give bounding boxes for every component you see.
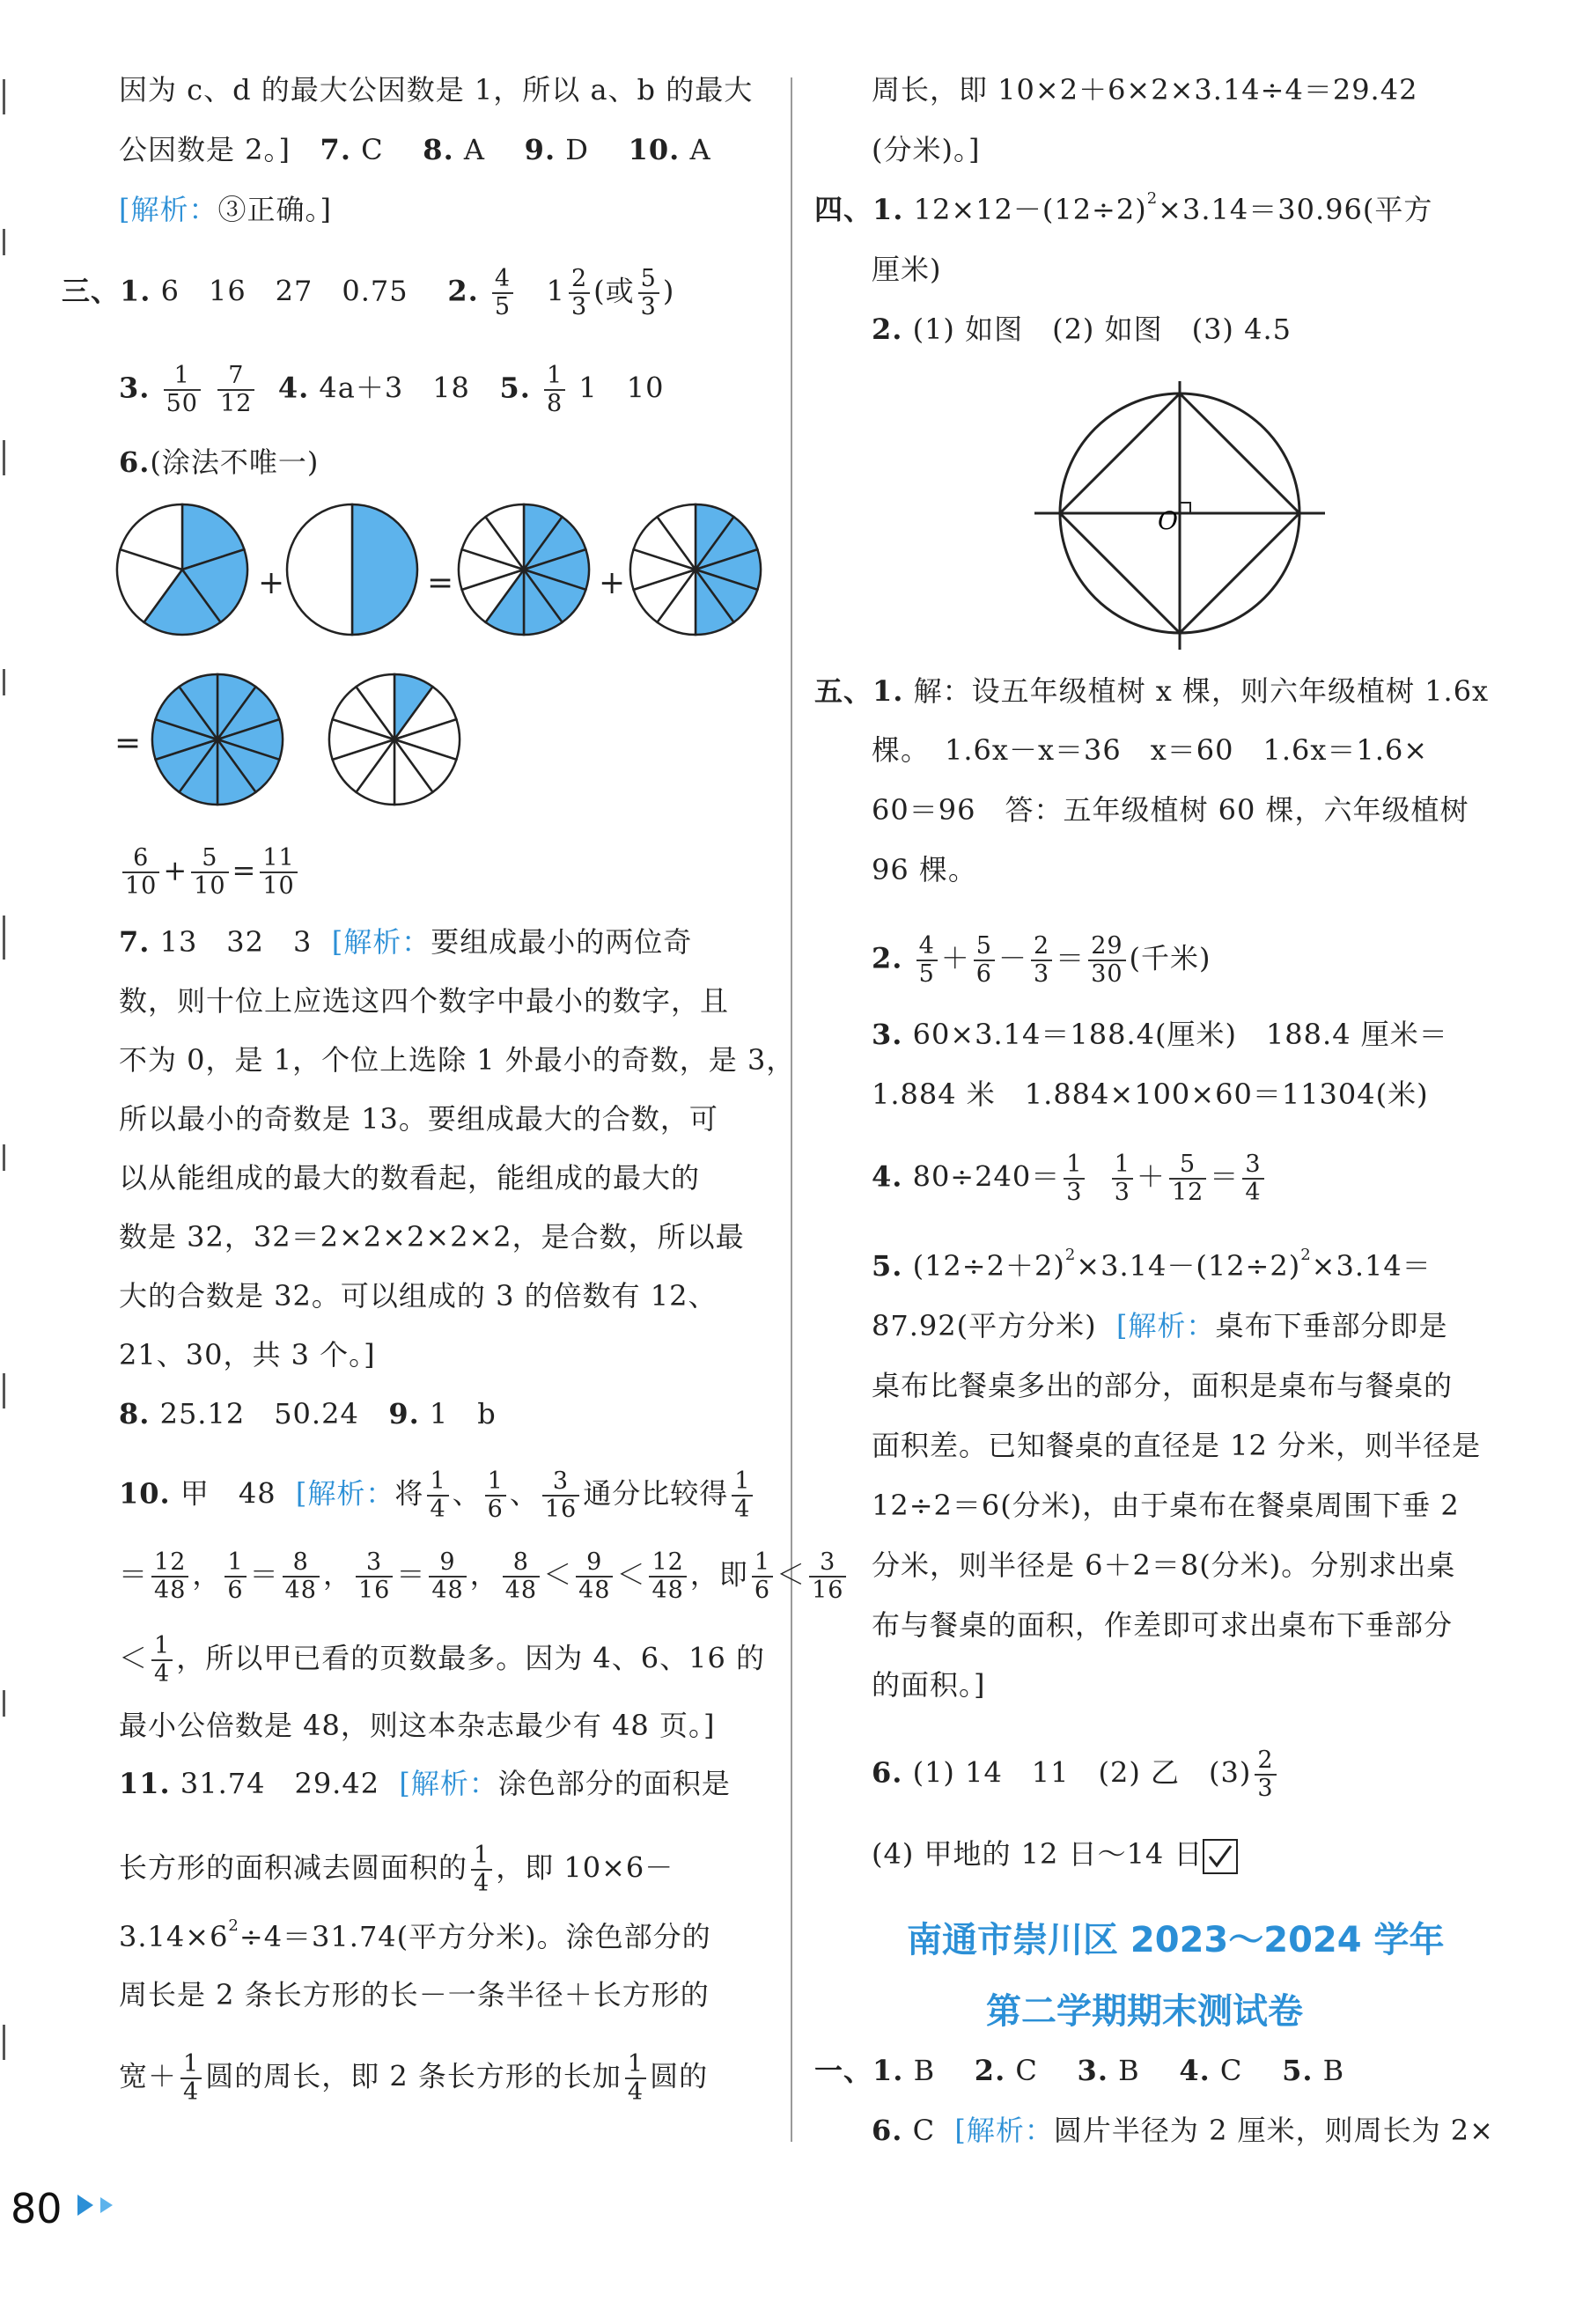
section-4-q1: 四、1. $12\times 12-(12\div 2)^2\times 3.14=30.96$(平方 bbox=[814, 189, 1433, 226]
equals-sign: = bbox=[114, 725, 143, 761]
circle-square-figure bbox=[1026, 377, 1334, 658]
fraction-circles-diagram bbox=[114, 502, 770, 845]
text-line: 不为 0，是 1，个位上选除 1 外最小的奇数，是 3， bbox=[119, 1043, 796, 1077]
text-line: 所以最小的奇数是 13。要组成最大的合数，可 bbox=[119, 1102, 718, 1136]
section-3-line-1: 三、1. 6 16 27 0.75 2. $\frac{4}{5}$ 1 $\frac{2}{3}$ (或 $\frac{5}{3}$ ) bbox=[62, 265, 675, 320]
next-arrows-icon bbox=[77, 2192, 130, 2218]
text-line: 周长，即 10×2＋6×2×3.14÷4＝29.42 bbox=[872, 73, 1418, 107]
text-line: ＝ $\frac{12}{48}$ ， $\frac{1}{6}$ ＝ $\frac{8}{48}$ ， $\frac{3}{16}$ ＝ $\frac{9}{48}$ ， $\frac{8}{48}$ ＜ $\frac{9}{48}$ ＜ $\frac{12}{48}$ ，即 $\frac{1}{6}$ ＜ $\frac{3}{16}$ bbox=[119, 1549, 850, 1604]
analysis-line: [解析：③正确。] bbox=[119, 193, 332, 226]
circle-center-label: O bbox=[1158, 506, 1178, 535]
section-5-q2: 2. $\frac{4}{5}$ ＋ $\frac{5}{6}$ － $\frac{2}{3}$ ＝ $\frac{29}{30}$ (千米) bbox=[872, 932, 1211, 988]
plus-sign: + bbox=[258, 565, 286, 601]
text-line: 周长是 2 条长方形的长－一条半径＋长方形的 bbox=[119, 1978, 710, 2011]
fraction-sector bbox=[352, 504, 417, 635]
fraction-sum: $\frac{6}{10}$ + $\frac{5}{10}$ = $\frac{11}{10}$ bbox=[119, 845, 301, 900]
text-line: 数，则十位上应选这四个数字中最小的数字，且 bbox=[119, 984, 730, 1018]
text-line: ＜ $\frac{1}{4}$ ，所以甲已看的页数最多。因为 4、6、16 的 bbox=[119, 1632, 765, 1688]
text-line: 长方形的面积减去圆面积的 $\frac{1}{4}$ ，即 10×6－ bbox=[119, 1842, 674, 1897]
fraction-circle bbox=[117, 504, 247, 635]
text-line: 厘米) bbox=[872, 253, 942, 286]
section-5-q5: 5. $(12\div 2+2)^2\times 3.14-(12\div 2)^2\times 3.14=$ bbox=[872, 1246, 1432, 1283]
text-line: 1.884 米 1.884×100×60＝11304(米) bbox=[872, 1077, 1429, 1111]
section-3-q6: 6.(涂法不唯一) bbox=[119, 445, 320, 479]
text-line: 87.92(平方分米) [解析：桌布下垂部分即是 bbox=[872, 1309, 1448, 1342]
text-line: 21、30，共 3 个。] bbox=[119, 1338, 376, 1372]
text-line: 大的合数是 32。可以组成的 3 的倍数有 12、 bbox=[119, 1279, 718, 1313]
binding-edge-marks bbox=[0, 53, 12, 2113]
text-line: 宽＋ $\frac{1}{4}$ 圆的周长，即 2 条长方形的长加 $\frac{1}{4}$ 圆的 bbox=[119, 2050, 709, 2106]
section-1-answers: 一、1. B 2. C 3. B 4. C 5. B bbox=[814, 2054, 1345, 2087]
exam-title-line-2: 第二学期期末测试卷 bbox=[986, 1991, 1303, 2032]
text-line: 因为 c、d 的最大公因数是 1，所以 a、b 的最大 bbox=[119, 73, 754, 107]
text-line: 最小公倍数是 48，则这本杂志最少有 48 页。] bbox=[119, 1709, 716, 1742]
text-line: (4) 甲地的 12 日～14 日 bbox=[872, 1836, 1238, 1874]
text-line: 分米，则半径是 6＋2＝8(分米)。分别求出桌 bbox=[872, 1548, 1456, 1582]
text-line: 96 棵。 bbox=[872, 853, 977, 886]
text-line: 8. 25.12 50.24 9. 1 b bbox=[119, 1397, 497, 1430]
text-line: 60＝96 答：五年级植树 60 棵，六年级植树 bbox=[872, 793, 1469, 827]
text-line: 11. 31.74 29.42 [解析：涂色部分的面积是 bbox=[119, 1767, 731, 1800]
section-1-q6: 6. C [解析：圆片半径为 2 厘米，则周长为 2× bbox=[872, 2114, 1494, 2147]
equals-sign: = bbox=[427, 565, 455, 601]
exam-title-line-1: 南通市崇川区 2023～2024 学年 bbox=[907, 1920, 1445, 1960]
text-line: $3.14\times 6^2\div 4=31.74$(平方分米)。涂色部分的 bbox=[119, 1916, 711, 1953]
text-line: 布与餐桌的面积，作差即可求出桌布下垂部分 bbox=[872, 1608, 1454, 1642]
fraction-circle bbox=[287, 504, 417, 635]
text-line: 面积差。已知餐桌的直径是 12 分米，则半径是 bbox=[872, 1429, 1482, 1462]
plus-sign: + bbox=[599, 565, 627, 601]
fraction-circle bbox=[152, 674, 283, 805]
text-line: 10. 甲 48 [解析：将 $\frac{1}{4}$ 、 $\frac{1}{6}$ 、 $\frac{3}{16}$ 通分比较得 $\frac{1}{4}$ bbox=[119, 1468, 756, 1523]
section-5-q1: 五、1. 解：设五年级植树 x 棵，则六年级植树 1.6x bbox=[814, 674, 1490, 708]
column-divider bbox=[791, 77, 792, 2142]
text-line: 数是 32，32＝2×2×2×2×2，是合数，所以最 bbox=[119, 1220, 745, 1254]
section-3-line-2: 3. $\frac{1}{50}$ $\frac{7}{12}$ 4. 4a＋3 18 5. $\frac{1}{8}$ 1 10 bbox=[119, 362, 665, 417]
check-mark-box bbox=[1203, 1839, 1238, 1874]
section-5-q6: 6. (1) 14 11 (2) 乙 (3) $\frac{2}{3}$ bbox=[872, 1747, 1280, 1802]
text-line: 12÷2＝6(分米)，由于桌布在餐桌周围下垂 2 bbox=[872, 1489, 1460, 1522]
fraction-sector bbox=[287, 504, 352, 635]
text-line: 7. 13 32 3 [解析：要组成最小的两位奇 bbox=[119, 925, 693, 959]
fraction-circle bbox=[630, 504, 761, 635]
page-number: 80 bbox=[11, 2185, 63, 2232]
text-line: 桌布比餐桌多出的部分，面积是桌布与餐桌的 bbox=[872, 1369, 1454, 1402]
section-4-q2: 2. (1) 如图 (2) 如图 (3) 4.5 bbox=[872, 313, 1292, 346]
text-line: 的面积。] bbox=[872, 1668, 986, 1702]
fraction-circle bbox=[329, 674, 460, 805]
section-5-q4: 4. 80÷240＝ $\frac{1}{3}$ $\frac{1}{3}$ ＋ $\frac{5}{12}$ ＝ $\frac{3}{4}$ bbox=[872, 1151, 1268, 1206]
section-5-q3: 3. 60×3.14＝188.4(厘米) 188.4 厘米＝ bbox=[872, 1018, 1448, 1051]
text-line: 公因数是 2。] 7. C 8. A 9. D 10. A bbox=[119, 133, 711, 166]
text-line: 棵。 1.6x－x＝36 x＝60 1.6x＝1.6× bbox=[872, 733, 1429, 767]
text-line: (分米)。] bbox=[872, 133, 981, 166]
text-line: 以从能组成的最大的数看起，能组成的最大的 bbox=[119, 1161, 701, 1195]
fraction-circle bbox=[459, 504, 589, 635]
